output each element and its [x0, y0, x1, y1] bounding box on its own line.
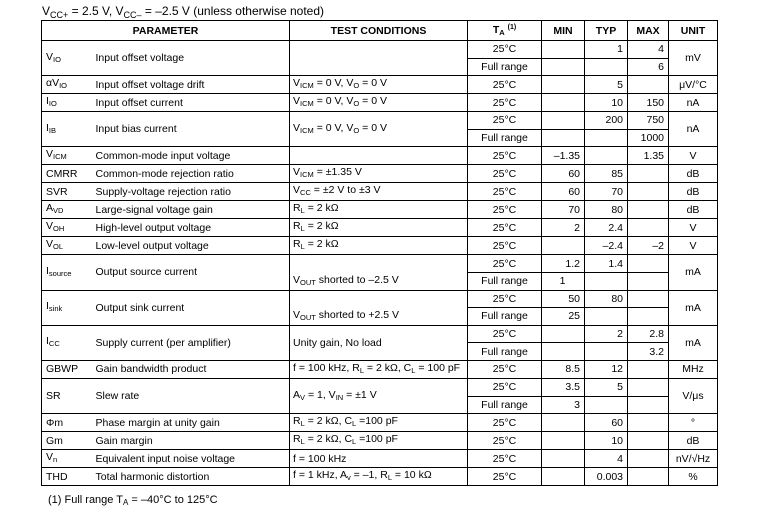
symbol-icc: $I_{CC}$ [42, 325, 94, 360]
typ-cell: 2 [585, 325, 628, 343]
cond-isource-blank [290, 255, 468, 273]
max-cell: 150 [628, 94, 669, 112]
cond-isink: $V_{OUT}$ shorted to +2.5 V [290, 308, 468, 326]
header-typ: TYP [585, 21, 628, 41]
ta-cell: 25°C [468, 255, 542, 273]
unit-cell: dB [669, 432, 718, 450]
max-cell [628, 290, 669, 308]
header-min: MIN [542, 21, 585, 41]
ta-cell: 25°C [468, 432, 542, 450]
cond-cmrr: $V_{ICM} = \pm 1.35$ V [290, 165, 468, 183]
min-cell: 70 [542, 201, 585, 219]
table-row-isink [42, 290, 718, 308]
param-isource: Output source current [94, 255, 290, 290]
unit-cell: V [669, 219, 718, 237]
min-cell [542, 112, 585, 130]
max-cell [628, 432, 669, 450]
max-cell [628, 468, 669, 486]
typ-cell [585, 129, 628, 147]
min-cell: 1.2 [542, 255, 585, 273]
symbol-isource: $I_{source}$ [42, 255, 94, 290]
typ-cell: 4 [585, 450, 628, 468]
typ-cell: 1.4 [585, 255, 628, 273]
max-cell [628, 76, 669, 94]
unit-cell: dB [669, 183, 718, 201]
max-cell: 3.2 [628, 343, 669, 361]
ta-cell: 25°C [468, 201, 542, 219]
cond-isource: $V_{OUT}$ shorted to –2.5 V [290, 272, 468, 290]
unit-cell: ° [669, 414, 718, 432]
table-row-avio [42, 76, 718, 94]
table-row-vicm [42, 147, 718, 165]
cond-phase-margin: $R_L = 2$ kΩ, $C_L =100$ pF [290, 414, 468, 432]
min-cell [542, 343, 585, 361]
table-row-thd [42, 468, 718, 486]
min-cell [542, 94, 585, 112]
cond-avio: $V_{ICM} = 0$ V, $V_O = 0$ V [290, 76, 468, 94]
typ-cell: 12 [585, 360, 628, 378]
ta-cell: 25°C [468, 290, 542, 308]
min-cell: 1 [542, 272, 585, 290]
ta-cell: 25°C [468, 112, 542, 130]
cond-vn: f = 100 kHz [290, 450, 468, 468]
ta-cell: 25°C [468, 41, 542, 59]
typ-cell: 80 [585, 201, 628, 219]
symbol-gain-margin: Gm [42, 432, 94, 450]
unit-cell: V [669, 147, 718, 165]
cond-gbwp: f = 100 kHz, $R_L = 2$ kΩ, $C_L = 100$ pF [290, 360, 468, 378]
typ-cell: 10 [585, 432, 628, 450]
min-cell [542, 450, 585, 468]
table-row-iio [42, 94, 718, 112]
min-cell: –1.35 [542, 147, 585, 165]
symbol-svr: SVR [42, 183, 94, 201]
ta-cell: 25°C [468, 219, 542, 237]
ta-cell: Full range [468, 129, 542, 147]
ta-cell: 25°C [468, 76, 542, 94]
ta-cell: Full range [468, 272, 542, 290]
ta-cell: Full range [468, 308, 542, 326]
ta-cell: 25°C [468, 414, 542, 432]
header-ta: $T_A$ $^{(1)}$ [468, 21, 542, 41]
cond-sr: $A_V = 1$, $V_{IN} = \pm 1$ V [290, 378, 468, 413]
unit-cell: nV/√Hz [669, 450, 718, 468]
typ-cell: 80 [585, 290, 628, 308]
param-svr: Supply-voltage rejection ratio [94, 183, 290, 201]
cond-icc: Unity gain, No load [290, 325, 468, 360]
operating-conditions: $V_{CC+} = 2.5$ V, $V_{CC-} = -2.5$ V (unless otherwise noted) [42, 4, 324, 20]
param-gain-margin: Gain margin [94, 432, 290, 450]
electrical-characteristics-table [41, 20, 718, 486]
param-phase-margin: Phase margin at unity gain [94, 414, 290, 432]
max-cell [628, 378, 669, 396]
typ-cell: 70 [585, 183, 628, 201]
ta-cell: Full range [468, 58, 542, 76]
cond-vol: $R_L = 2$ kΩ [290, 237, 468, 255]
header-parameter: PARAMETER [42, 21, 290, 41]
max-cell: 750 [628, 112, 669, 130]
unit-cell: dB [669, 201, 718, 219]
min-cell: 3 [542, 396, 585, 414]
table-row-cmrr [42, 165, 718, 183]
ta-cell: 25°C [468, 360, 542, 378]
typ-cell [585, 147, 628, 165]
table-row-gbwp [42, 360, 718, 378]
cond-svr: $V_{CC} = \pm 2$ V to ±3 V [290, 183, 468, 201]
typ-cell [585, 396, 628, 414]
typ-cell: 85 [585, 165, 628, 183]
unit-cell: mA [669, 325, 718, 360]
min-cell [542, 414, 585, 432]
unit-cell: mA [669, 255, 718, 290]
table-row-gain-margin [42, 432, 718, 450]
min-cell [542, 432, 585, 450]
table-row-icc [42, 325, 718, 343]
min-cell: 50 [542, 290, 585, 308]
max-cell: 6 [628, 58, 669, 76]
min-cell: 60 [542, 165, 585, 183]
param-thd: Total harmonic distortion [94, 468, 290, 486]
ta-cell: 25°C [468, 468, 542, 486]
symbol-phase-margin: Φm [42, 414, 94, 432]
param-vol: Low-level output voltage [94, 237, 290, 255]
header-test-conditions: TEST CONDITIONS [290, 21, 468, 41]
ta-cell: 25°C [468, 94, 542, 112]
symbol-vn: $V_n$ [42, 450, 94, 468]
unit-cell: V [669, 237, 718, 255]
param-sr: Slew rate [94, 378, 290, 413]
unit-cell: % [669, 468, 718, 486]
cond-vio [290, 41, 468, 76]
min-cell [542, 468, 585, 486]
min-cell: 25 [542, 308, 585, 326]
unit-cell: MHz [669, 360, 718, 378]
symbol-isink: $I_{sink}$ [42, 290, 94, 325]
min-cell: 60 [542, 183, 585, 201]
min-cell [542, 58, 585, 76]
param-iib: Input bias current [94, 112, 290, 147]
cond-iib: $V_{ICM} = 0$ V, $V_O = 0$ V [290, 112, 468, 147]
max-cell [628, 396, 669, 414]
table-row-vio [42, 41, 718, 59]
typ-cell: 10 [585, 94, 628, 112]
min-cell [542, 41, 585, 59]
unit-cell: dB [669, 165, 718, 183]
ta-cell: 25°C [468, 237, 542, 255]
table-row-voh [42, 219, 718, 237]
param-vn: Equivalent input noise voltage [94, 450, 290, 468]
param-gbwp: Gain bandwidth product [94, 360, 290, 378]
table-row-sr [42, 378, 718, 396]
param-iio: Input offset current [94, 94, 290, 112]
typ-cell [585, 58, 628, 76]
header-unit: UNIT [669, 21, 718, 41]
max-cell [628, 272, 669, 290]
max-cell: 4 [628, 41, 669, 59]
max-cell [628, 255, 669, 273]
max-cell [628, 165, 669, 183]
table-row-phase-margin [42, 414, 718, 432]
max-cell [628, 360, 669, 378]
max-cell [628, 183, 669, 201]
unit-cell: mA [669, 290, 718, 325]
min-cell: 8.5 [542, 360, 585, 378]
header-row [42, 21, 718, 41]
ta-cell: 25°C [468, 165, 542, 183]
max-cell [628, 414, 669, 432]
cond-avd: $R_L = 2$ kΩ [290, 201, 468, 219]
typ-cell [585, 343, 628, 361]
param-isink: Output sink current [94, 290, 290, 325]
cond-iio: $V_{ICM} = 0$ V, $V_O = 0$ V [290, 94, 468, 112]
min-cell: 3.5 [542, 378, 585, 396]
symbol-sr: SR [42, 378, 94, 413]
cond-vicm [290, 147, 468, 165]
max-cell: 1.35 [628, 147, 669, 165]
cond-gain-margin: $R_L = 2$ kΩ, $C_L =100$ pF [290, 432, 468, 450]
cond-thd: f = 1 kHz, $A_v = -1$, $R_L = 10$ kΩ [290, 468, 468, 486]
symbol-iio: $I_{IO}$ [42, 94, 94, 112]
cond-isink-blank [290, 290, 468, 308]
typ-cell: –2.4 [585, 237, 628, 255]
min-cell [542, 325, 585, 343]
symbol-vicm: $V_{ICM}$ [42, 147, 94, 165]
ta-cell: 25°C [468, 183, 542, 201]
param-cmrr: Common-mode rejection ratio [94, 165, 290, 183]
symbol-avio: $\alpha V_{IO}$ [42, 76, 94, 94]
symbol-voh: $V_{OH}$ [42, 219, 94, 237]
typ-cell: 60 [585, 414, 628, 432]
ta-cell: 25°C [468, 147, 542, 165]
cond-voh: $R_L = 2$ kΩ [290, 219, 468, 237]
max-cell [628, 308, 669, 326]
ta-cell: 25°C [468, 378, 542, 396]
table-row-vn [42, 450, 718, 468]
typ-cell: 2.4 [585, 219, 628, 237]
param-vio: Input offset voltage [94, 41, 290, 76]
unit-cell: nA [669, 94, 718, 112]
max-cell: 2.8 [628, 325, 669, 343]
ta-cell: Full range [468, 396, 542, 414]
symbol-vio: $V_{IO}$ [42, 41, 94, 76]
unit-cell: mV [669, 41, 718, 76]
symbol-cmrr: CMRR [42, 165, 94, 183]
ta-cell: 25°C [468, 450, 542, 468]
typ-cell: 200 [585, 112, 628, 130]
typ-cell: 5 [585, 378, 628, 396]
header-max: MAX [628, 21, 669, 41]
unit-cell: nA [669, 112, 718, 147]
typ-cell: 1 [585, 41, 628, 59]
param-icc: Supply current (per amplifier) [94, 325, 290, 360]
table-row-isource [42, 255, 718, 273]
table-row-svr [42, 183, 718, 201]
unit-cell: μV/°C [669, 76, 718, 94]
typ-cell [585, 308, 628, 326]
typ-cell: 5 [585, 76, 628, 94]
unit-cell: V/μs [669, 378, 718, 413]
min-cell [542, 76, 585, 94]
footnote: (1) Full range $T_A = -40^\circ C$ to 125°C [48, 494, 218, 507]
max-cell: 1000 [628, 129, 669, 147]
symbol-gbwp: GBWP [42, 360, 94, 378]
typ-cell: 0.003 [585, 468, 628, 486]
symbol-iib: $I_{IB}$ [42, 112, 94, 147]
param-avd: Large-signal voltage gain [94, 201, 290, 219]
min-cell [542, 237, 585, 255]
symbol-vol: $V_{OL}$ [42, 237, 94, 255]
table-row-vol [42, 237, 718, 255]
typ-cell [585, 272, 628, 290]
symbol-thd: THD [42, 468, 94, 486]
param-avio: Input offset voltage drift [94, 76, 290, 94]
param-voh: High-level output voltage [94, 219, 290, 237]
ta-cell: Full range [468, 343, 542, 361]
max-cell [628, 450, 669, 468]
max-cell: –2 [628, 237, 669, 255]
table-row-avd [42, 201, 718, 219]
symbol-avd: $A_{VD}$ [42, 201, 94, 219]
max-cell [628, 201, 669, 219]
max-cell [628, 219, 669, 237]
param-vicm: Common-mode input voltage [94, 147, 290, 165]
table-row-iib [42, 112, 718, 130]
min-cell [542, 129, 585, 147]
ta-cell: 25°C [468, 325, 542, 343]
min-cell: 2 [542, 219, 585, 237]
